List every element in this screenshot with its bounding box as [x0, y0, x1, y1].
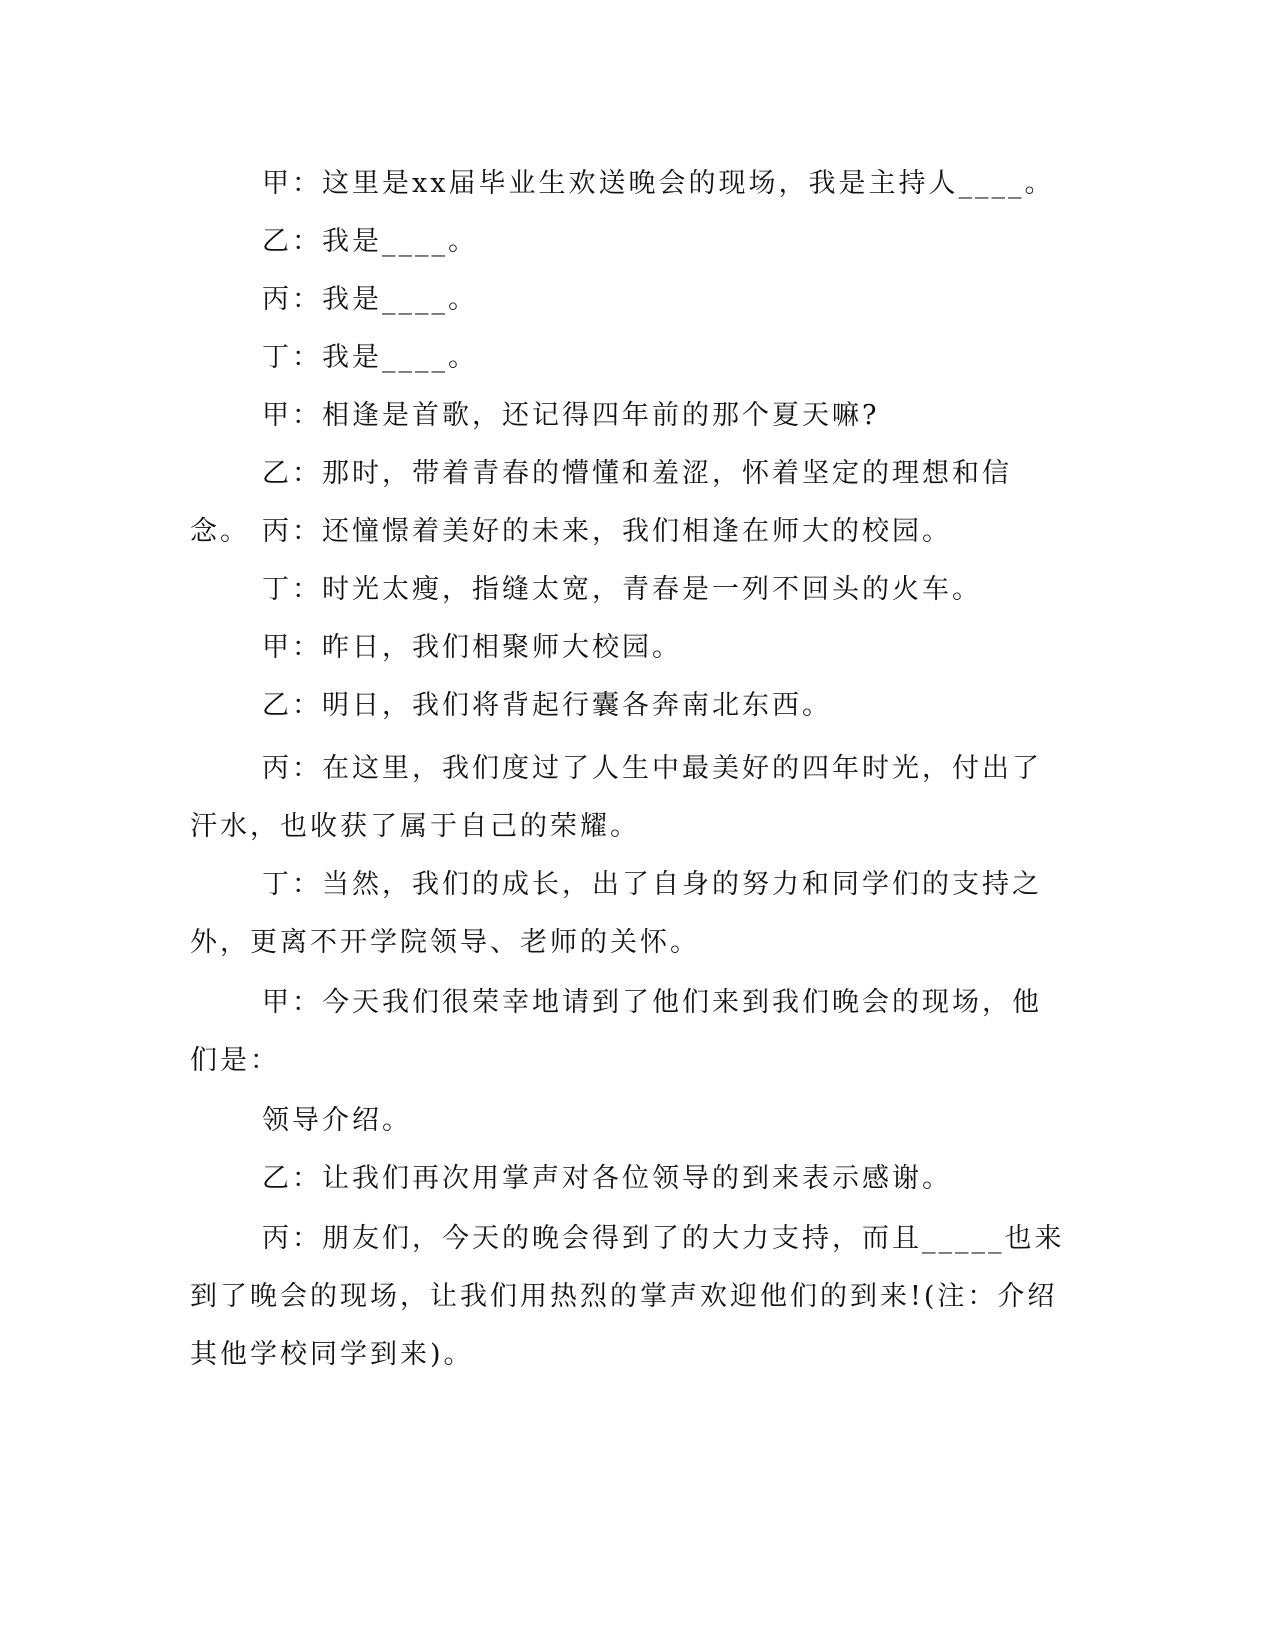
paragraph-2: 乙：我是____。 — [262, 226, 478, 257]
paragraph-9: 甲：昨日，我们相聚师大校园。 — [262, 632, 682, 663]
paragraph-16: 丙：朋友们，今天的晚会得到了的大力支持，而且_____也来到了晚会的现场，让我们用热烈的掌声欢迎他们的到来!(注：介绍其他学校同学到来)。 — [190, 1223, 1065, 1370]
paragraph-1: 甲：这里是xx届毕业生欢送晚会的现场，我是主持人____。 — [262, 168, 1055, 199]
paragraph-3: 丙：我是____。 — [262, 284, 478, 315]
paragraph-10: 乙：明日，我们将背起行囊各奔南北东西。 — [262, 690, 832, 721]
paragraph-15: 乙：让我们再次用掌声对各位领导的到来表示感谢。 — [262, 1163, 952, 1194]
paragraph-8: 丁：时光太瘦，指缝太宽，青春是一列不回头的火车。 — [262, 574, 982, 605]
paragraph-12: 丁：当然，我们的成长，出了自身的努力和同学们的支持之外，更离不开学院领导、老师的关怀。 — [190, 869, 1042, 958]
paragraph-13: 甲：今天我们很荣幸地请到了他们来到我们晚会的现场，他们是： — [190, 987, 1042, 1076]
paragraph-4: 丁：我是____。 — [262, 342, 478, 373]
paragraph-6: 乙：那时，带着青春的懵懂和羞涩，怀着坚定的理想和信念。 — [190, 458, 1012, 547]
paragraph-14: 领导介绍。 — [262, 1105, 412, 1136]
paragraph-11: 丙：在这里，我们度过了人生中最美好的四年时光，付出了汗水，也收获了属于自己的荣耀。 — [190, 753, 1042, 842]
paragraph-7: 丙：还憧憬着美好的未来，我们相逢在师大的校园。 — [262, 516, 952, 547]
paragraph-5: 甲：相逢是首歌，还记得四年前的那个夏天嘛? — [262, 400, 880, 431]
